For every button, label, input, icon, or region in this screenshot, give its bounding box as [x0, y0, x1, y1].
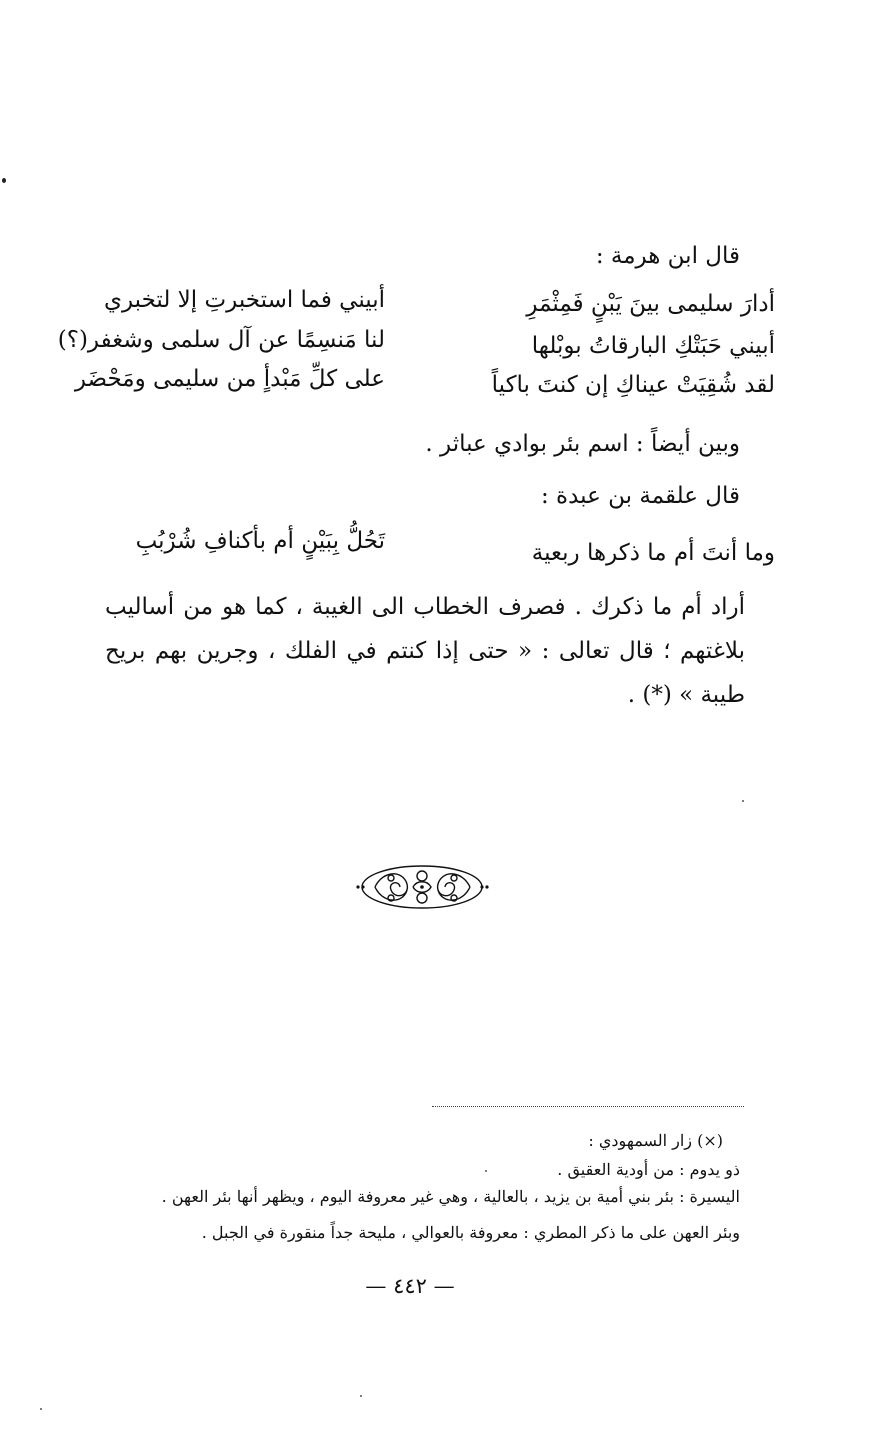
footnote-line-3: وبئر العهن على ما ذكر المطري : معروفة بالعوالي ، مليحة جداً منقورة في الجبل . [201, 1223, 740, 1242]
page-number: — ٤٤٢ — [365, 1274, 455, 1298]
scan-speck [485, 1170, 487, 1172]
scan-speck [742, 800, 744, 802]
footnote-separator-rule [432, 1106, 744, 1107]
poem-heading-alqama: قال علقمة بن عبدة : [540, 483, 740, 509]
verse-alqama-first-hemistich: وما أنتَ أم ما ذكرها ربعية [531, 540, 775, 566]
verse-alqama-second-hemistich: تَحُلُّ بِبَيْنٍ أم بأكنافِ شُرْبُبِ [135, 528, 385, 554]
footnote-line-2: اليسيرة : بئر بني أمية بن يزيد ، بالعالية ، وهي غير معروفة اليوم ، ويظهر أنها بئر العهن . [161, 1187, 740, 1206]
verse-2-first-hemistich: أبيني حَبَتْكِ البارقاتُ بوبْلها [531, 333, 775, 359]
commentary-paragraph: أراد أم ما ذكرك . فصرف الخطاب الى الغيبة ، كما هو من أساليب بلاغتهم ؛ قال تعالى : « حتى إذا كنتم في الفلك ، وجرين بهم بريح طيبة » (*) . [105, 594, 745, 708]
scroll-flourish-ornament-icon [355, 862, 490, 912]
verse-1-second-hemistich: أبيني فما استخبرتِ إلا لتخبري [103, 287, 385, 313]
scan-speck [360, 1395, 362, 1397]
footnote-line-1: ذو يدوم : من أودية العقيق . [557, 1160, 740, 1179]
poem-heading-ibn-harma: قال ابن هرمة : [595, 243, 740, 269]
verse-3-first-hemistich: لقد شُقِيَتْ عيناكِ إن كنتَ باكياً [491, 372, 775, 398]
verse-2-second-hemistich: لنا مَنسِمًا عن آل سلمى وشغفر(؟) [57, 327, 385, 353]
scan-speck [40, 1408, 42, 1410]
scan-speck [2, 178, 6, 183]
note-bayn-well: وبين أيضاً : اسم بئر بوادي عباثر . [425, 431, 740, 457]
verse-3-second-hemistich: على كلِّ مَبْدأٍ من سليمى ومَحْضَر [74, 366, 385, 392]
footnote-header: (×) زار السمهودي : [588, 1131, 723, 1150]
verse-1-first-hemistich: أدارَ سليمى بينَ يَبْنٍ فَمِثْمَرِ [526, 291, 775, 317]
